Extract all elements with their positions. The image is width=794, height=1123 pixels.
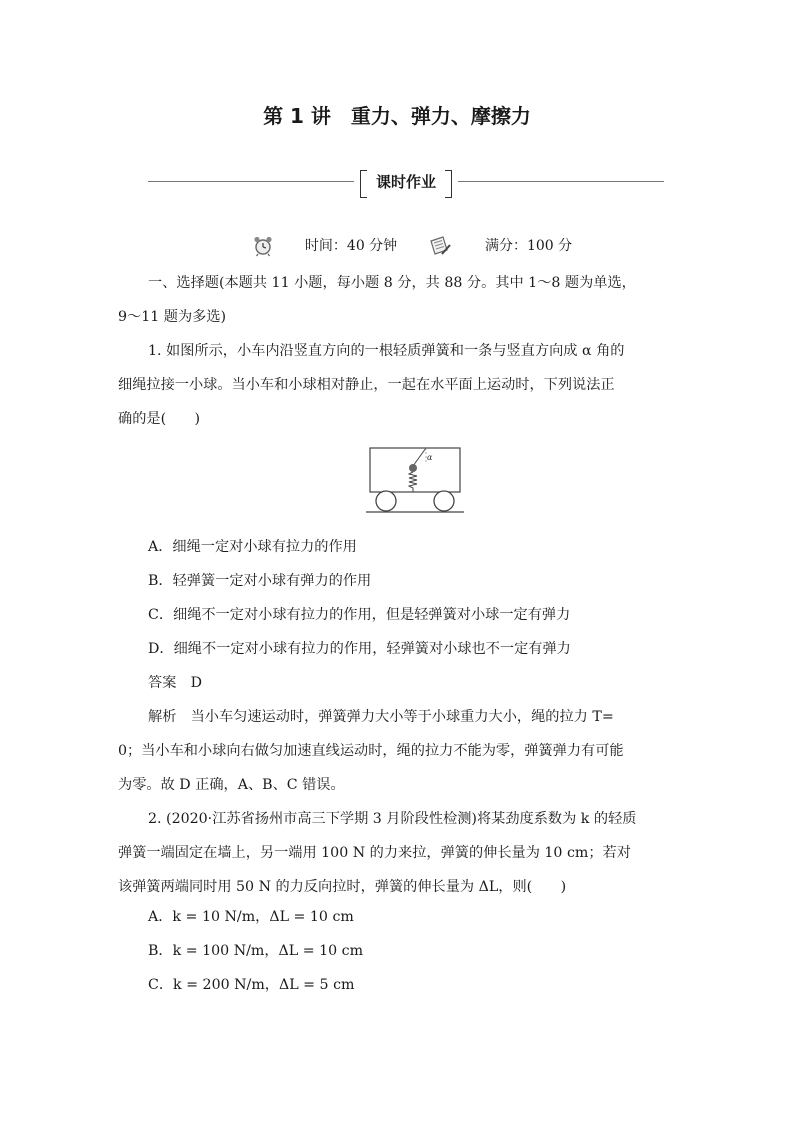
analysis-text-1: 当小车匀速运动时，弹簧弹力大小等于小球重力大小，绳的拉力 T= (190, 709, 614, 725)
full-score: 满分：100 分 (484, 238, 573, 254)
q1-answer (148, 673, 202, 693)
cart-spring-figure (366, 446, 464, 516)
section-heading-line-2: 9～11 题为多选) (118, 309, 227, 325)
spring (409, 472, 417, 492)
q1-analysis-line-3: 为零。故 D 正确，A、B、C 错误。 (118, 777, 345, 793)
wheel-left (376, 491, 396, 511)
q1-option-a: A．细绳一定对小球有拉力的作用 (148, 539, 357, 555)
wheel-right (434, 491, 454, 511)
bracket-left (360, 170, 367, 198)
q2-option-c: C．k = 200 N/m，ΔL = 5 cm (148, 977, 355, 993)
q1-analysis-line-1 (148, 707, 614, 727)
banner-label-box (360, 170, 452, 194)
banner-rule-right (458, 181, 664, 182)
banner-label: 课时作业 (375, 173, 436, 191)
q1-stem-line-2: 细绳拉接一小球。当小车和小球相对静止，一起在水平面上运动时，下列说法正 (118, 377, 615, 393)
q2-option-a: A．k = 10 N/m，ΔL = 10 cm (148, 909, 354, 925)
q2-stem-line-3: 该弹簧两端同时用 50 N 的力反向拉时，弹簧的伸长量为 ΔL，则( ) (118, 879, 567, 895)
angle-label: α (427, 453, 433, 462)
q2-stem-line-1: 2. (2020·江苏省扬州市高三下学期 3 月阶段性检测)将某劲度系数为 k 的轻质 (148, 811, 637, 827)
analysis-label: 解析 (148, 709, 177, 725)
q2-option-b: B．k = 100 N/m，ΔL = 10 cm (148, 943, 364, 959)
q1-stem-line-3: 确的是( ) (118, 411, 201, 427)
paper-pen-icon (428, 235, 452, 257)
section-banner (148, 168, 664, 198)
alarm-clock-icon (252, 235, 274, 257)
q1-option-b: B．轻弹簧一定对小球有弹力的作用 (148, 573, 372, 589)
ball (409, 464, 417, 472)
q1-stem-line-1: 1. 如图所示，小车内沿竖直方向的一根轻质弹簧和一条与竖直方向成 α 角的 (148, 343, 625, 359)
exam-meta (252, 234, 572, 258)
q1-option-c: C．细绳不一定对小球有拉力的作用，但是轻弹簧对小球一定有弹力 (148, 607, 571, 623)
q1-analysis-line-2: 0；当小车和小球向右做匀加速直线运动时，绳的拉力不能为零，弹簧弹力有可能 (118, 743, 624, 759)
answer-label: 答案 (148, 675, 177, 691)
answer-value: D (190, 675, 202, 691)
q2-stem-line-2: 弹簧一端固定在墙上，另一端用 100 N 的力来拉，弹簧的伸长量为 10 cm；若对 (118, 845, 631, 861)
q1-option-d: D．细绳不一定对小球有拉力的作用，轻弹簧对小球也不一定有弹力 (148, 641, 571, 657)
page-title: 第 1 讲 重力、弹力、摩擦力 (263, 104, 531, 128)
section-heading-line-1: 一、选择题(本题共 11 小题，每小题 8 分，共 88 分。其中 1～8 题为单选， (148, 275, 636, 291)
banner-rule-left (148, 181, 354, 182)
time-limit: 时间：40 分钟 (304, 238, 398, 254)
bracket-right (445, 170, 452, 198)
